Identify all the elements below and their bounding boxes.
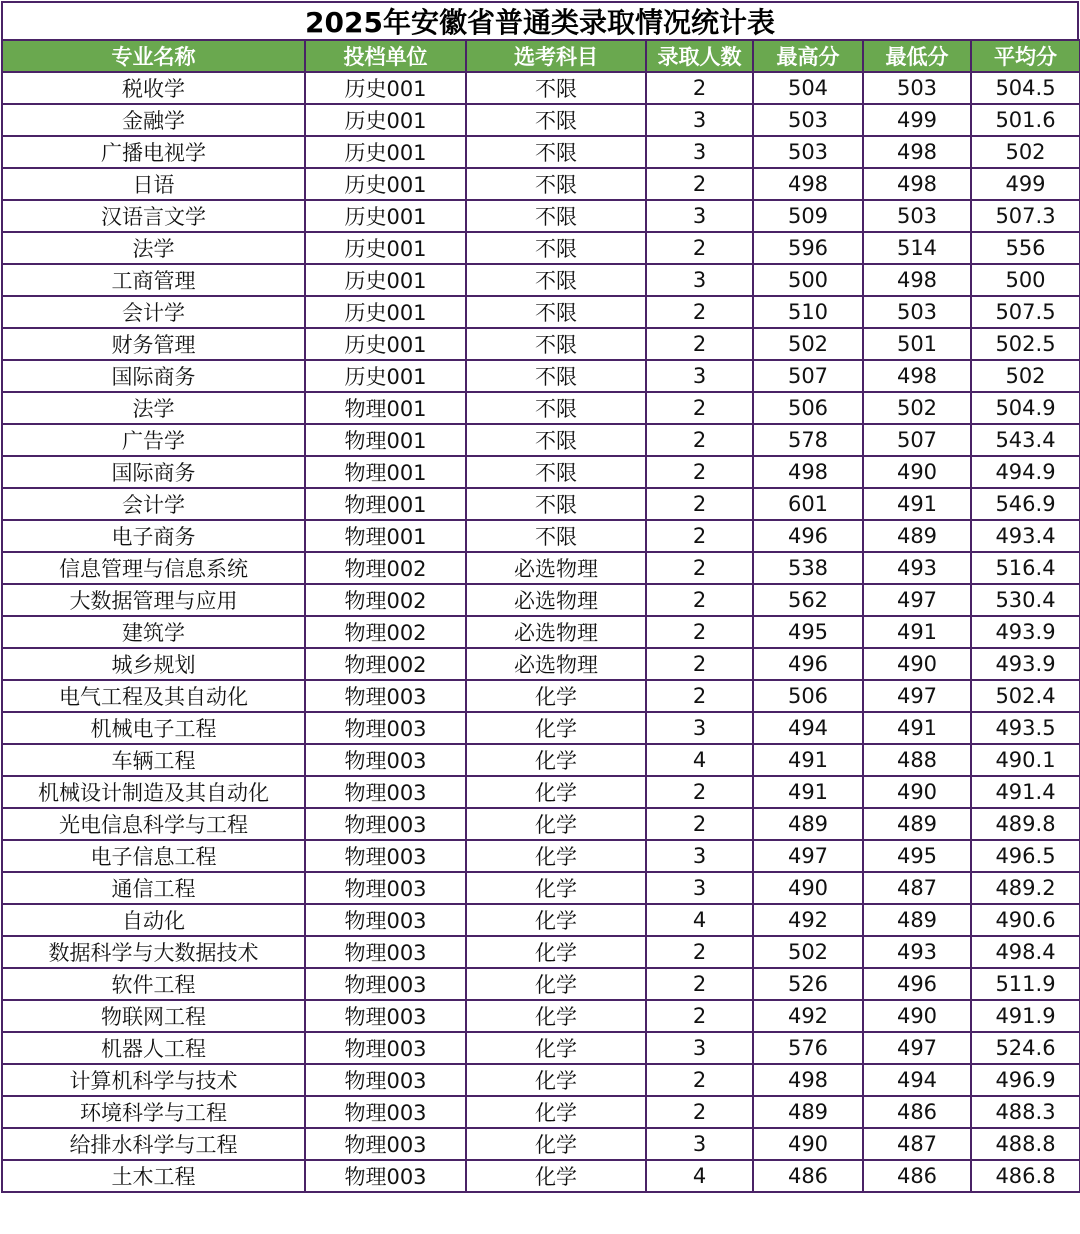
cell-count: 2 bbox=[646, 648, 753, 680]
cell-subject: 不限 bbox=[466, 392, 646, 424]
cell-max: 504 bbox=[753, 72, 863, 104]
cell-avg: 500 bbox=[971, 264, 1080, 296]
cell-count: 2 bbox=[646, 168, 753, 200]
cell-major: 通信工程 bbox=[2, 872, 305, 904]
cell-avg: 516.4 bbox=[971, 552, 1080, 584]
cell-count: 3 bbox=[646, 1032, 753, 1064]
cell-subject: 化学 bbox=[466, 1000, 646, 1032]
cell-count: 2 bbox=[646, 552, 753, 584]
header-row bbox=[2, 40, 1080, 72]
table-row bbox=[2, 264, 1080, 296]
table-row bbox=[2, 200, 1080, 232]
cell-avg: 502 bbox=[971, 136, 1080, 168]
cell-max: 490 bbox=[753, 872, 863, 904]
cell-major: 软件工程 bbox=[2, 968, 305, 1000]
cell-max: 492 bbox=[753, 1000, 863, 1032]
cell-avg: 511.9 bbox=[971, 968, 1080, 1000]
cell-min: 514 bbox=[863, 232, 971, 264]
cell-major: 给排水科学与工程 bbox=[2, 1128, 305, 1160]
cell-major: 电子商务 bbox=[2, 520, 305, 552]
cell-max: 497 bbox=[753, 840, 863, 872]
cell-subject: 化学 bbox=[466, 1064, 646, 1096]
cell-min: 493 bbox=[863, 936, 971, 968]
cell-max: 496 bbox=[753, 520, 863, 552]
table-row bbox=[2, 1128, 1080, 1160]
cell-min: 488 bbox=[863, 744, 971, 776]
cell-avg: 502.5 bbox=[971, 328, 1080, 360]
table-row bbox=[2, 328, 1080, 360]
cell-min: 503 bbox=[863, 296, 971, 328]
cell-major: 机械设计制造及其自动化 bbox=[2, 776, 305, 808]
cell-unit: 物理001 bbox=[305, 456, 466, 488]
cell-avg: 546.9 bbox=[971, 488, 1080, 520]
column-header-unit: 投档单位 bbox=[305, 40, 466, 72]
cell-unit: 历史001 bbox=[305, 136, 466, 168]
table-row bbox=[2, 360, 1080, 392]
cell-count: 2 bbox=[646, 1096, 753, 1128]
cell-max: 576 bbox=[753, 1032, 863, 1064]
cell-avg: 501.6 bbox=[971, 104, 1080, 136]
cell-subject: 不限 bbox=[466, 168, 646, 200]
table-row bbox=[2, 488, 1080, 520]
cell-subject: 化学 bbox=[466, 1160, 646, 1192]
cell-unit: 物理002 bbox=[305, 552, 466, 584]
table-row bbox=[2, 1000, 1080, 1032]
table-row bbox=[2, 712, 1080, 744]
cell-major: 物联网工程 bbox=[2, 1000, 305, 1032]
cell-max: 498 bbox=[753, 1064, 863, 1096]
cell-major: 车辆工程 bbox=[2, 744, 305, 776]
cell-subject: 不限 bbox=[466, 360, 646, 392]
cell-unit: 历史001 bbox=[305, 360, 466, 392]
cell-min: 491 bbox=[863, 488, 971, 520]
cell-unit: 物理003 bbox=[305, 968, 466, 1000]
cell-subject: 必选物理 bbox=[466, 552, 646, 584]
cell-count: 3 bbox=[646, 200, 753, 232]
cell-avg: 543.4 bbox=[971, 424, 1080, 456]
cell-unit: 物理003 bbox=[305, 808, 466, 840]
cell-count: 2 bbox=[646, 456, 753, 488]
table-row bbox=[2, 1064, 1080, 1096]
cell-major: 广播电视学 bbox=[2, 136, 305, 168]
cell-min: 493 bbox=[863, 552, 971, 584]
cell-count: 3 bbox=[646, 840, 753, 872]
cell-subject: 化学 bbox=[466, 808, 646, 840]
cell-major: 机械电子工程 bbox=[2, 712, 305, 744]
cell-count: 2 bbox=[646, 488, 753, 520]
cell-avg: 502.4 bbox=[971, 680, 1080, 712]
cell-avg: 493.5 bbox=[971, 712, 1080, 744]
cell-count: 3 bbox=[646, 1128, 753, 1160]
cell-unit: 物理003 bbox=[305, 872, 466, 904]
cell-max: 506 bbox=[753, 392, 863, 424]
cell-max: 490 bbox=[753, 1128, 863, 1160]
table-row bbox=[2, 552, 1080, 584]
table-row bbox=[2, 456, 1080, 488]
cell-min: 502 bbox=[863, 392, 971, 424]
table-row bbox=[2, 648, 1080, 680]
cell-major: 光电信息科学与工程 bbox=[2, 808, 305, 840]
table-row bbox=[2, 520, 1080, 552]
cell-max: 507 bbox=[753, 360, 863, 392]
cell-unit: 物理003 bbox=[305, 680, 466, 712]
cell-avg: 496.9 bbox=[971, 1064, 1080, 1096]
cell-max: 538 bbox=[753, 552, 863, 584]
cell-major: 数据科学与大数据技术 bbox=[2, 936, 305, 968]
cell-count: 2 bbox=[646, 296, 753, 328]
cell-subject: 化学 bbox=[466, 1032, 646, 1064]
cell-count: 2 bbox=[646, 72, 753, 104]
cell-avg: 502 bbox=[971, 360, 1080, 392]
cell-major: 自动化 bbox=[2, 904, 305, 936]
cell-unit: 物理003 bbox=[305, 776, 466, 808]
cell-unit: 物理003 bbox=[305, 1000, 466, 1032]
cell-count: 4 bbox=[646, 744, 753, 776]
cell-max: 492 bbox=[753, 904, 863, 936]
cell-min: 491 bbox=[863, 616, 971, 648]
cell-unit: 物理003 bbox=[305, 936, 466, 968]
cell-major: 大数据管理与应用 bbox=[2, 584, 305, 616]
cell-subject: 化学 bbox=[466, 712, 646, 744]
cell-unit: 物理003 bbox=[305, 904, 466, 936]
table-row bbox=[2, 232, 1080, 264]
cell-major: 广告学 bbox=[2, 424, 305, 456]
cell-major: 电子信息工程 bbox=[2, 840, 305, 872]
cell-subject: 不限 bbox=[466, 424, 646, 456]
cell-count: 4 bbox=[646, 1160, 753, 1192]
cell-avg: 490.6 bbox=[971, 904, 1080, 936]
cell-max: 495 bbox=[753, 616, 863, 648]
cell-max: 503 bbox=[753, 104, 863, 136]
cell-unit: 物理003 bbox=[305, 744, 466, 776]
cell-avg: 488.8 bbox=[971, 1128, 1080, 1160]
cell-min: 498 bbox=[863, 168, 971, 200]
cell-max: 562 bbox=[753, 584, 863, 616]
cell-avg: 556 bbox=[971, 232, 1080, 264]
cell-min: 497 bbox=[863, 584, 971, 616]
cell-count: 2 bbox=[646, 776, 753, 808]
cell-subject: 不限 bbox=[466, 264, 646, 296]
table-row bbox=[2, 616, 1080, 648]
cell-avg: 498.4 bbox=[971, 936, 1080, 968]
cell-avg: 493.4 bbox=[971, 520, 1080, 552]
cell-max: 526 bbox=[753, 968, 863, 1000]
column-header-max: 最高分 bbox=[753, 40, 863, 72]
cell-max: 496 bbox=[753, 648, 863, 680]
table-row bbox=[2, 808, 1080, 840]
cell-max: 502 bbox=[753, 328, 863, 360]
cell-subject: 必选物理 bbox=[466, 648, 646, 680]
cell-unit: 物理003 bbox=[305, 1064, 466, 1096]
cell-major: 金融学 bbox=[2, 104, 305, 136]
cell-unit: 物理002 bbox=[305, 616, 466, 648]
table-row bbox=[2, 72, 1080, 104]
cell-count: 2 bbox=[646, 520, 753, 552]
cell-min: 501 bbox=[863, 328, 971, 360]
cell-min: 490 bbox=[863, 648, 971, 680]
cell-max: 489 bbox=[753, 1096, 863, 1128]
cell-unit: 物理003 bbox=[305, 1128, 466, 1160]
cell-unit: 历史001 bbox=[305, 72, 466, 104]
cell-avg: 499 bbox=[971, 168, 1080, 200]
table-row bbox=[2, 680, 1080, 712]
cell-subject: 化学 bbox=[466, 968, 646, 1000]
cell-unit: 物理001 bbox=[305, 424, 466, 456]
cell-subject: 不限 bbox=[466, 136, 646, 168]
cell-min: 487 bbox=[863, 872, 971, 904]
cell-avg: 496.5 bbox=[971, 840, 1080, 872]
cell-min: 495 bbox=[863, 840, 971, 872]
cell-major: 税收学 bbox=[2, 72, 305, 104]
cell-max: 502 bbox=[753, 936, 863, 968]
table-row bbox=[2, 1160, 1080, 1192]
cell-major: 会计学 bbox=[2, 488, 305, 520]
cell-min: 490 bbox=[863, 1000, 971, 1032]
cell-major: 法学 bbox=[2, 392, 305, 424]
cell-major: 国际商务 bbox=[2, 360, 305, 392]
cell-subject: 不限 bbox=[466, 520, 646, 552]
cell-count: 3 bbox=[646, 104, 753, 136]
table-row bbox=[2, 872, 1080, 904]
column-header-major: 专业名称 bbox=[2, 40, 305, 72]
cell-subject: 化学 bbox=[466, 840, 646, 872]
cell-subject: 化学 bbox=[466, 744, 646, 776]
cell-max: 510 bbox=[753, 296, 863, 328]
table-row bbox=[2, 392, 1080, 424]
cell-subject: 不限 bbox=[466, 232, 646, 264]
cell-avg: 491.4 bbox=[971, 776, 1080, 808]
cell-subject: 必选物理 bbox=[466, 584, 646, 616]
table-row bbox=[2, 1032, 1080, 1064]
cell-min: 494 bbox=[863, 1064, 971, 1096]
cell-subject: 不限 bbox=[466, 296, 646, 328]
cell-subject: 化学 bbox=[466, 776, 646, 808]
cell-count: 2 bbox=[646, 1000, 753, 1032]
cell-min: 487 bbox=[863, 1128, 971, 1160]
cell-subject: 必选物理 bbox=[466, 616, 646, 648]
cell-max: 601 bbox=[753, 488, 863, 520]
cell-unit: 物理001 bbox=[305, 392, 466, 424]
admission-table bbox=[1, 39, 1080, 1193]
cell-unit: 历史001 bbox=[305, 200, 466, 232]
cell-avg: 489.8 bbox=[971, 808, 1080, 840]
cell-avg: 494.9 bbox=[971, 456, 1080, 488]
table-row bbox=[2, 136, 1080, 168]
table-title: 2025年安徽省普通类录取情况统计表 bbox=[1, 1, 1079, 39]
cell-unit: 物理003 bbox=[305, 1160, 466, 1192]
cell-major: 计算机科学与技术 bbox=[2, 1064, 305, 1096]
cell-min: 496 bbox=[863, 968, 971, 1000]
cell-avg: 524.6 bbox=[971, 1032, 1080, 1064]
cell-max: 596 bbox=[753, 232, 863, 264]
cell-avg: 507.3 bbox=[971, 200, 1080, 232]
cell-max: 491 bbox=[753, 776, 863, 808]
cell-count: 3 bbox=[646, 136, 753, 168]
cell-count: 3 bbox=[646, 360, 753, 392]
table-row bbox=[2, 904, 1080, 936]
table-row bbox=[2, 744, 1080, 776]
cell-avg: 489.2 bbox=[971, 872, 1080, 904]
cell-count: 3 bbox=[646, 264, 753, 296]
cell-min: 486 bbox=[863, 1160, 971, 1192]
cell-count: 3 bbox=[646, 712, 753, 744]
cell-min: 490 bbox=[863, 776, 971, 808]
cell-max: 491 bbox=[753, 744, 863, 776]
cell-unit: 物理003 bbox=[305, 1032, 466, 1064]
table-row bbox=[2, 936, 1080, 968]
cell-avg: 504.5 bbox=[971, 72, 1080, 104]
cell-major: 电气工程及其自动化 bbox=[2, 680, 305, 712]
cell-major: 工商管理 bbox=[2, 264, 305, 296]
cell-max: 486 bbox=[753, 1160, 863, 1192]
cell-min: 503 bbox=[863, 72, 971, 104]
cell-count: 2 bbox=[646, 680, 753, 712]
cell-max: 509 bbox=[753, 200, 863, 232]
cell-min: 507 bbox=[863, 424, 971, 456]
cell-subject: 化学 bbox=[466, 1096, 646, 1128]
cell-min: 497 bbox=[863, 680, 971, 712]
cell-major: 财务管理 bbox=[2, 328, 305, 360]
cell-major: 汉语言文学 bbox=[2, 200, 305, 232]
cell-avg: 490.1 bbox=[971, 744, 1080, 776]
cell-unit: 历史001 bbox=[305, 232, 466, 264]
cell-major: 机器人工程 bbox=[2, 1032, 305, 1064]
cell-min: 490 bbox=[863, 456, 971, 488]
table-row bbox=[2, 424, 1080, 456]
cell-max: 498 bbox=[753, 456, 863, 488]
cell-avg: 486.8 bbox=[971, 1160, 1080, 1192]
column-header-min: 最低分 bbox=[863, 40, 971, 72]
cell-subject: 不限 bbox=[466, 72, 646, 104]
cell-subject: 不限 bbox=[466, 456, 646, 488]
cell-unit: 历史001 bbox=[305, 296, 466, 328]
cell-major: 法学 bbox=[2, 232, 305, 264]
cell-min: 498 bbox=[863, 360, 971, 392]
column-header-subject: 选考科目 bbox=[466, 40, 646, 72]
cell-unit: 物理003 bbox=[305, 712, 466, 744]
cell-unit: 物理003 bbox=[305, 1096, 466, 1128]
table-row bbox=[2, 776, 1080, 808]
cell-min: 499 bbox=[863, 104, 971, 136]
cell-max: 500 bbox=[753, 264, 863, 296]
cell-max: 494 bbox=[753, 712, 863, 744]
cell-major: 日语 bbox=[2, 168, 305, 200]
cell-major: 环境科学与工程 bbox=[2, 1096, 305, 1128]
cell-count: 2 bbox=[646, 936, 753, 968]
cell-unit: 历史001 bbox=[305, 328, 466, 360]
cell-count: 2 bbox=[646, 616, 753, 648]
cell-subject: 不限 bbox=[466, 200, 646, 232]
cell-count: 2 bbox=[646, 1064, 753, 1096]
cell-min: 489 bbox=[863, 904, 971, 936]
cell-subject: 化学 bbox=[466, 1128, 646, 1160]
cell-min: 489 bbox=[863, 808, 971, 840]
column-header-count: 录取人数 bbox=[646, 40, 753, 72]
cell-major: 建筑学 bbox=[2, 616, 305, 648]
cell-avg: 507.5 bbox=[971, 296, 1080, 328]
table-row bbox=[2, 584, 1080, 616]
table-row bbox=[2, 1096, 1080, 1128]
cell-subject: 不限 bbox=[466, 328, 646, 360]
cell-unit: 物理001 bbox=[305, 520, 466, 552]
cell-count: 3 bbox=[646, 872, 753, 904]
cell-count: 2 bbox=[646, 424, 753, 456]
cell-count: 2 bbox=[646, 584, 753, 616]
cell-unit: 物理002 bbox=[305, 584, 466, 616]
cell-min: 491 bbox=[863, 712, 971, 744]
cell-unit: 物理001 bbox=[305, 488, 466, 520]
cell-count: 4 bbox=[646, 904, 753, 936]
cell-major: 信息管理与信息系统 bbox=[2, 552, 305, 584]
cell-avg: 493.9 bbox=[971, 616, 1080, 648]
cell-count: 2 bbox=[646, 392, 753, 424]
cell-subject: 不限 bbox=[466, 488, 646, 520]
cell-major: 土木工程 bbox=[2, 1160, 305, 1192]
cell-unit: 历史001 bbox=[305, 168, 466, 200]
cell-max: 498 bbox=[753, 168, 863, 200]
cell-count: 2 bbox=[646, 968, 753, 1000]
cell-count: 2 bbox=[646, 808, 753, 840]
column-header-avg: 平均分 bbox=[971, 40, 1080, 72]
cell-subject: 化学 bbox=[466, 936, 646, 968]
cell-avg: 488.3 bbox=[971, 1096, 1080, 1128]
cell-major: 国际商务 bbox=[2, 456, 305, 488]
cell-subject: 化学 bbox=[466, 680, 646, 712]
cell-subject: 不限 bbox=[466, 104, 646, 136]
cell-max: 578 bbox=[753, 424, 863, 456]
cell-min: 489 bbox=[863, 520, 971, 552]
cell-max: 489 bbox=[753, 808, 863, 840]
cell-avg: 530.4 bbox=[971, 584, 1080, 616]
cell-count: 2 bbox=[646, 232, 753, 264]
cell-major: 城乡规划 bbox=[2, 648, 305, 680]
cell-min: 498 bbox=[863, 264, 971, 296]
cell-unit: 物理002 bbox=[305, 648, 466, 680]
cell-min: 503 bbox=[863, 200, 971, 232]
table-row bbox=[2, 296, 1080, 328]
cell-min: 498 bbox=[863, 136, 971, 168]
cell-min: 497 bbox=[863, 1032, 971, 1064]
cell-min: 486 bbox=[863, 1096, 971, 1128]
cell-unit: 历史001 bbox=[305, 264, 466, 296]
cell-major: 会计学 bbox=[2, 296, 305, 328]
cell-avg: 491.9 bbox=[971, 1000, 1080, 1032]
cell-subject: 化学 bbox=[466, 872, 646, 904]
cell-count: 2 bbox=[646, 328, 753, 360]
cell-max: 506 bbox=[753, 680, 863, 712]
table-row bbox=[2, 104, 1080, 136]
table-row bbox=[2, 168, 1080, 200]
cell-subject: 化学 bbox=[466, 904, 646, 936]
table-row bbox=[2, 840, 1080, 872]
cell-unit: 历史001 bbox=[305, 104, 466, 136]
cell-avg: 493.9 bbox=[971, 648, 1080, 680]
cell-max: 503 bbox=[753, 136, 863, 168]
cell-unit: 物理003 bbox=[305, 840, 466, 872]
cell-avg: 504.9 bbox=[971, 392, 1080, 424]
admission-statistics-sheet bbox=[1, 1, 1079, 1193]
table-row bbox=[2, 968, 1080, 1000]
